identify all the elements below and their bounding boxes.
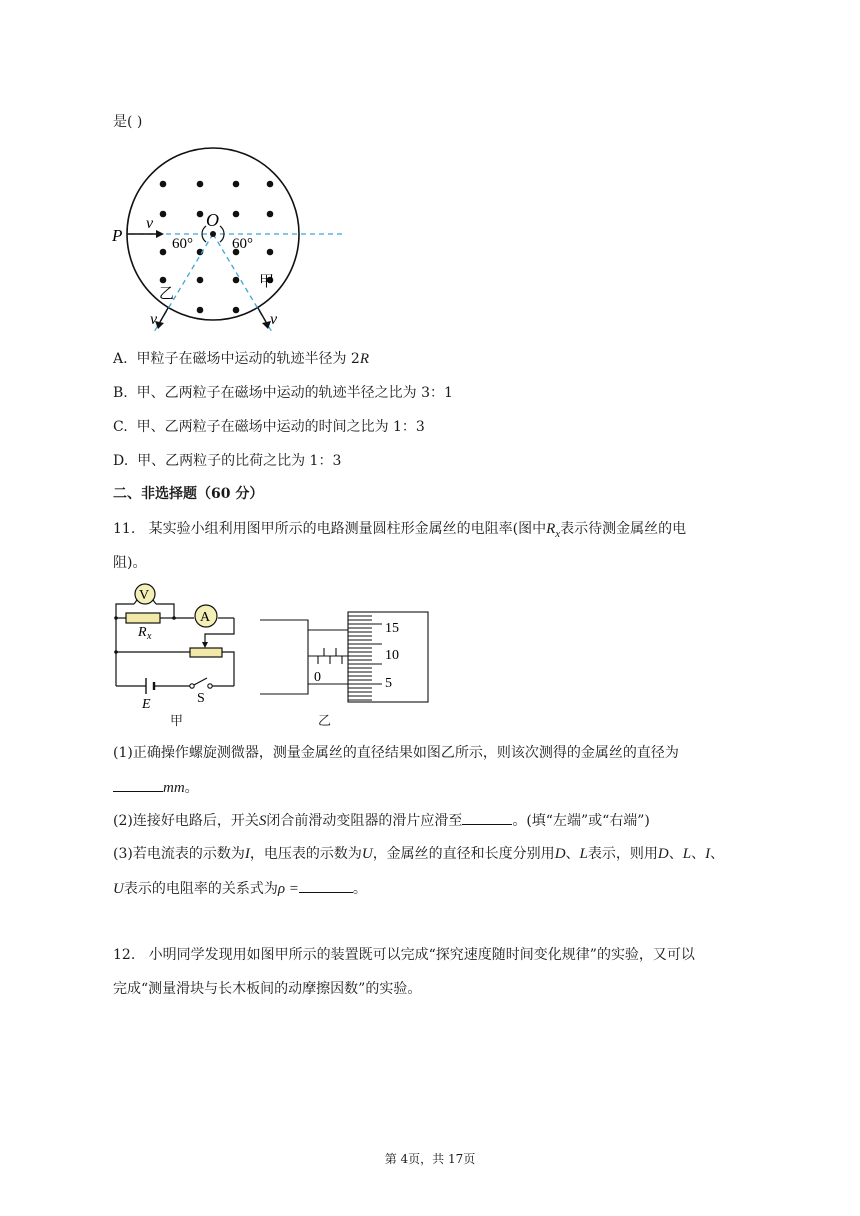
option-text: 甲粒子在磁场中运动的轨迹半径为 2 — [136, 351, 360, 367]
label-v-in: v — [146, 215, 154, 232]
option-d — [113, 451, 341, 471]
q11-part2 — [113, 810, 650, 831]
label-angle-right: 60° — [232, 236, 253, 252]
label-v-yi: v — [150, 311, 158, 328]
field-dot — [160, 211, 167, 218]
jia-velocity-arrow — [258, 308, 266, 322]
answer-blank[interactable] — [113, 777, 163, 792]
q11-line2: 阻)。 — [113, 555, 147, 571]
section-heading: 二、非选择题（60 分） — [113, 486, 264, 502]
part2-text-a: (2)连接好电路后，开关 — [113, 813, 259, 829]
option-var: R — [359, 351, 369, 367]
caption-yi: 乙 — [318, 714, 332, 729]
var-L: L — [682, 846, 692, 862]
part3-text-d: 表示，则用 — [587, 846, 658, 862]
var-sub-x: x — [555, 527, 561, 540]
magnetic-field-figure — [110, 140, 350, 340]
q11-part1-answer — [113, 777, 199, 798]
var-I: I — [705, 846, 711, 862]
option-text: 甲、乙两粒子在磁场中运动的轨迹半径之比为 3：1 — [136, 385, 453, 401]
formula-rho: ρ = — [277, 881, 299, 897]
field-dot — [267, 249, 274, 256]
separator: 、 — [668, 846, 683, 862]
circuit-figure — [110, 582, 245, 712]
question-number: 12. — [113, 947, 136, 963]
separator: 、 — [710, 846, 725, 862]
field-dot — [233, 211, 240, 218]
answer-blank[interactable] — [299, 878, 353, 893]
switch — [208, 684, 212, 688]
scale-tick-15: 15 — [385, 621, 399, 636]
rx-sub: x — [147, 631, 152, 642]
label-jia: 甲 — [259, 274, 275, 290]
option-b — [113, 383, 453, 403]
q11-text-b: 表示待测金属丝的电 — [560, 521, 687, 537]
center-point — [210, 231, 216, 237]
label-O: O — [206, 210, 219, 230]
field-dot — [197, 277, 204, 284]
scale-tick-10: 10 — [385, 648, 399, 663]
micrometer-figure — [258, 608, 438, 708]
separator: 、 — [565, 846, 580, 862]
q11-part3 — [113, 844, 724, 864]
field-dot — [233, 181, 240, 188]
var-L: L — [579, 846, 588, 862]
q11-line1 — [113, 519, 686, 544]
q12-text: 小明同学发现用如图甲所示的装置既可以完成“探究速度随时间变化规律”的实验，又可以 — [148, 947, 695, 963]
option-letter: D. — [113, 453, 129, 469]
var-U: U — [113, 881, 124, 897]
field-dot — [160, 249, 167, 256]
q12-line1 — [113, 945, 695, 965]
label-v-jia: v — [270, 311, 278, 328]
sleeve-zero: 0 — [314, 670, 321, 685]
answer-blank[interactable] — [462, 810, 512, 825]
var-D: D — [657, 846, 669, 862]
field-dot — [197, 181, 204, 188]
unit-mm: mm — [163, 780, 185, 796]
var-U: U — [361, 846, 373, 862]
field-dot — [197, 307, 204, 314]
resistor-rx — [126, 613, 160, 623]
page-footer: 第 4页，共 17页 — [384, 1152, 476, 1166]
rheostat — [190, 648, 222, 657]
period: 。 — [184, 780, 199, 796]
rx-label: R — [138, 625, 147, 640]
part3-text-a: (3)若电流表的示数为 — [113, 846, 245, 862]
var-R: R — [546, 521, 556, 537]
part3-text-c: ，金属丝的直径和长度分别用 — [372, 846, 555, 862]
option-letter: A. — [113, 351, 128, 367]
period: 。 — [352, 881, 367, 897]
ammeter-label: A — [200, 610, 211, 625]
separator: 、 — [691, 846, 706, 862]
label-angle-left: 60° — [172, 236, 193, 252]
option-text: 甲、乙两粒子在磁场中运动的时间之比为 1：3 — [136, 419, 425, 435]
part2-text-b: 闭合前滑动变阻器的滑片应滑至 — [266, 813, 463, 829]
field-dot — [233, 307, 240, 314]
part2-text-c: 。(填“左端”或“右端”) — [512, 813, 650, 829]
field-dot — [197, 211, 204, 218]
label-yi: 乙 — [159, 286, 175, 302]
var-S: S — [258, 813, 267, 829]
question-continuation: 是( ) — [113, 114, 143, 130]
switch-label: S — [197, 691, 205, 706]
yi-velocity-arrow — [160, 308, 168, 322]
var-D: D — [554, 846, 566, 862]
field-dot — [160, 277, 167, 284]
option-letter: B. — [113, 385, 128, 401]
caption-jia: 甲 — [170, 714, 184, 729]
question-number: 11. — [113, 521, 136, 537]
part3-text-e: 表示的电阻率的关系式为 — [123, 881, 278, 897]
option-a — [113, 349, 369, 369]
q12-line2: 完成“测量滑块与长木板间的动摩擦因数”的实验。 — [113, 981, 422, 997]
field-dot — [267, 181, 274, 188]
option-letter: C. — [113, 419, 128, 435]
q11-part3-line2 — [113, 878, 367, 899]
field-dot — [160, 181, 167, 188]
voltmeter-label: V — [139, 588, 150, 603]
var-I: I — [244, 846, 250, 862]
scale-tick-5: 5 — [385, 676, 392, 691]
label-P: P — [112, 226, 123, 245]
field-dot — [267, 211, 274, 218]
part3-text-b: ，电压表的示数为 — [249, 846, 362, 862]
option-text: 甲、乙两粒子的比荷之比为 1：3 — [137, 453, 342, 469]
option-c — [113, 417, 425, 437]
q11-text: 某实验小组利用图甲所示的电路测量圆柱形金属丝的电阻率(图中 — [148, 521, 547, 537]
field-dot — [233, 277, 240, 284]
q11-part1: (1)正确操作螺旋测微器，测量金属丝的直径结果如图乙所示，则该次测得的金属丝的直径为 — [113, 745, 679, 761]
battery-label: E — [142, 697, 151, 712]
